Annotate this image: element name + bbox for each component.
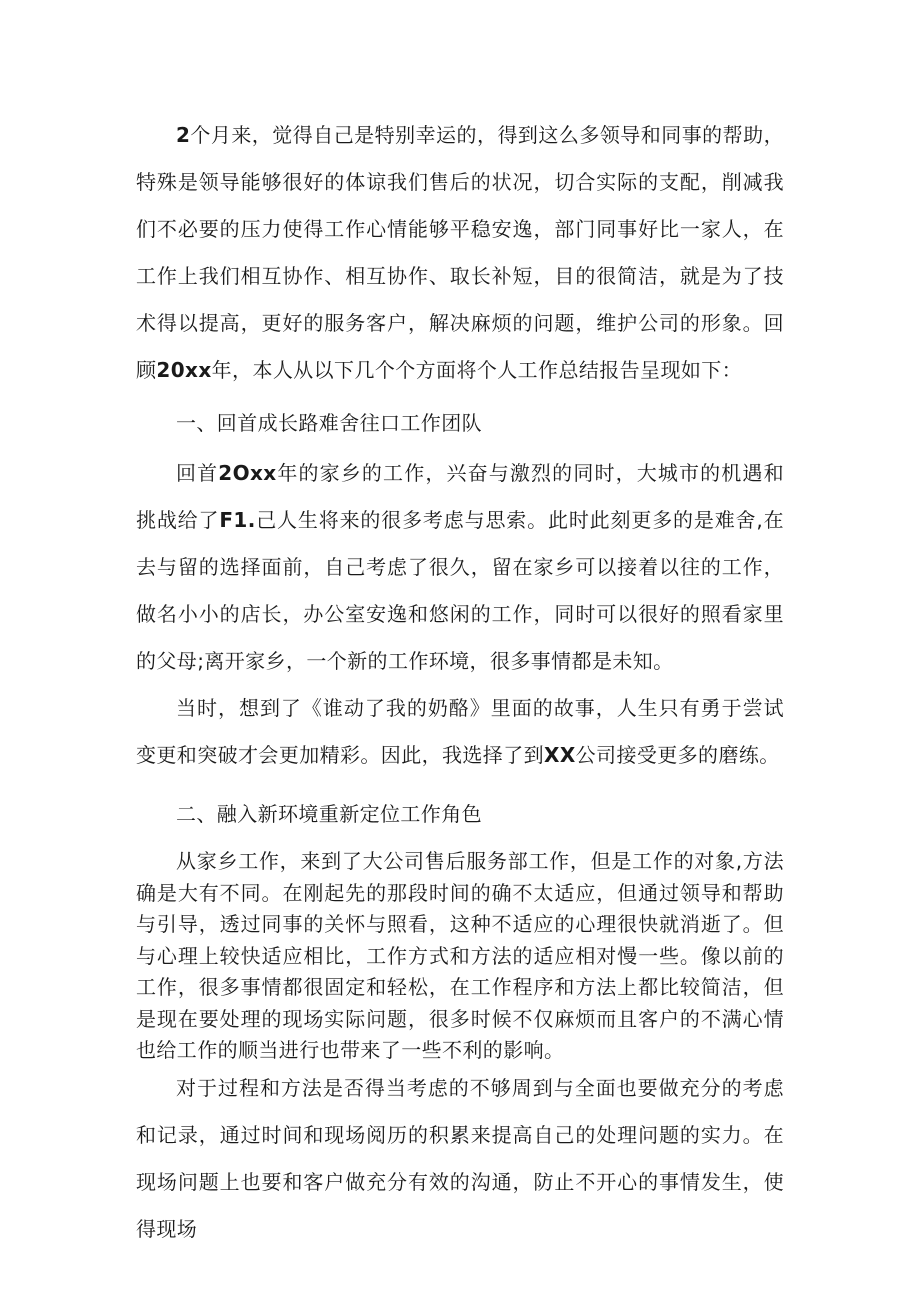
- paragraph-text: 回首: [176, 461, 219, 485]
- paragraph-intro: [136, 112, 784, 394]
- paragraph-review: [136, 450, 784, 685]
- paragraph-text: 公司接受更多的磨练。: [575, 743, 780, 767]
- section-heading-2: 二、融入新环境重新定位工作角色: [176, 802, 482, 826]
- paragraph-text: 己人生将来的很多考虑与思索。此时此刻更多的是难舍,在去与留的选择面前，自己考虑了很久，留在家乡可以接着以往的工作，做名小小的店长，办公室安逸和悠闲的工作，同时可以很好的照看家里的父母;离开家乡，一个新的工作环境，很多事情都是未知。: [136, 508, 784, 673]
- bold-number: 2: [176, 123, 191, 147]
- bold-company: XX: [544, 743, 576, 767]
- bold-year: 20xx: [156, 358, 212, 382]
- section-heading-1: 一、回首成长路难舍往口工作团队: [176, 411, 482, 435]
- bold-year: 2Oxx: [218, 461, 277, 485]
- bold-text: F1.: [219, 508, 256, 532]
- paragraph-cheese: [136, 685, 784, 779]
- paragraph-new-environment: 从家乡工作，来到了大公司售后服务部工作，但是工作的对象,方法确是大有不同。在刚起先的那段时间的确不太适应，但通过领导和帮助与引导，透过同事的关怀与照看，这种不适应的心理很快就消逝了。但与心理上较快适应相比，工作方式和方法的适应相对慢一些。像以前的工作，很多事情都很固定和轻松，在工作程序和方法上都比较简洁，但是现在要处理的现场实际问题，很多时候不仅麻烦而且客户的不满心情也给工作的顺当进行也带来了一些不利的影响。: [136, 849, 784, 1062]
- paragraph-text: 当时，想到了《谁动了我的奶酪》里面的故事，人生只有勇于尝试变更和突破才会更加精彩。因此，我选择了到: [136, 696, 784, 767]
- paragraph-text: 年的家乡的工作，兴奋与激烈的同时，大城市的机遇和挑战给了: [136, 461, 784, 532]
- paragraph-text: 年，本人从以下几个个方面将个人工作总结报告呈现如下：: [211, 358, 743, 382]
- paragraph-methods: 对于过程和方法是否得当考虑的不够周到与全面也要做充分的考虑和记录，通过时间和现场阅历的积累来提高自己的处理问题的实力。在现场问题上也要和客户做充分有效的沟通，防止不开心的事情发生，使得现场: [136, 1076, 784, 1241]
- paragraph-text: 个月来，觉得自己是特别幸运的，得到这么多领导和同事的帮助，特殊是领导能够很好的体谅我们售后的状况，切合实际的支配，削减我们不必要的压力使得工作心情能够平稳安逸，部门同事好比一家人，在工作上我们相互协作、相互协作、取长补短，目的很简洁，就是为了技术得以提高，更好的服务客户，解决麻烦的问题，维护公司的形象。回顾: [136, 123, 784, 382]
